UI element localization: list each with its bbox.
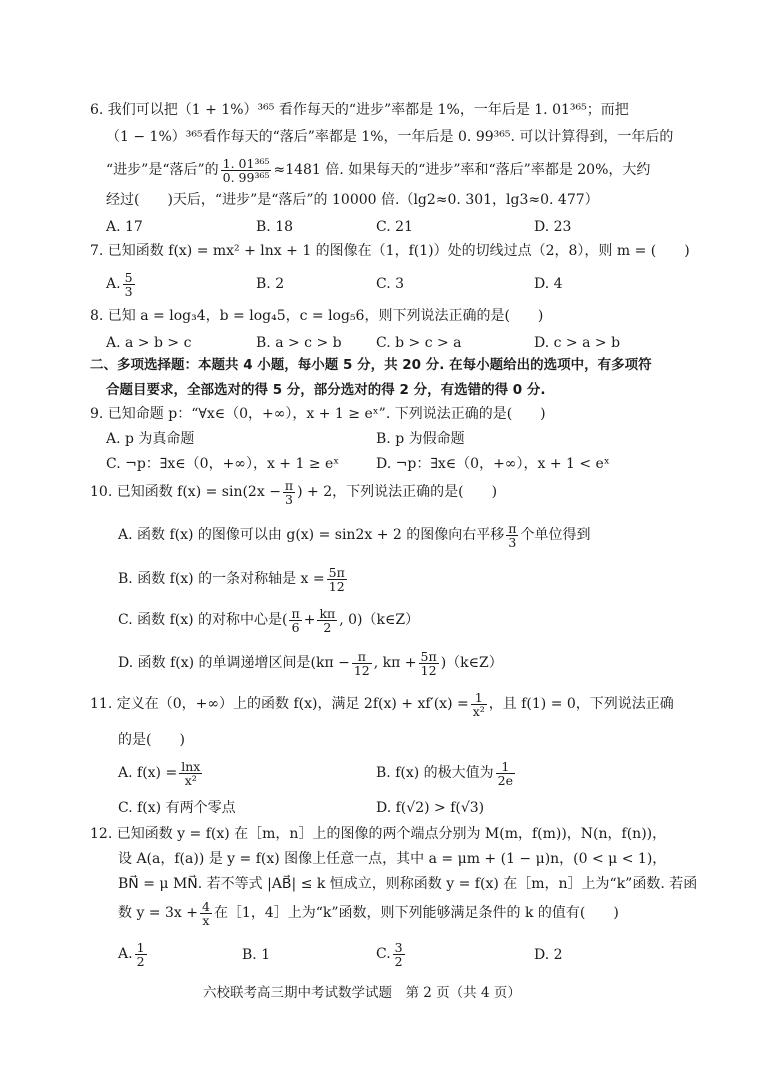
q10-d-post: )（k∈Z） [440, 655, 503, 671]
section-2-heading-line-2: 合题目要求，全部选对的得 5 分，部分选对的得 2 分，有选错的得 0 分. [106, 382, 546, 398]
q10-a-pre: A. 函数 f(x) 的图像可以由 g(x) = sin2x + 2 的图像向右平移 [118, 527, 505, 543]
q10-c-fraction-1 [289, 607, 301, 634]
q10-stem-post: ) + 2，下列说法正确的是( ) [297, 484, 498, 500]
q12-l4-post: 在［1，4］上为“k”函数，则下列能够满足条件的 k 的值有( ) [213, 905, 619, 921]
q10-d-pre: D. 函数 f(x) 的单调递增区间是(kπ − [118, 655, 350, 671]
q11-a-den: x² [184, 772, 197, 788]
q9-option-d: D. ¬p：∃x∈（0，+∞），x + 1 < eˣ [376, 456, 610, 472]
q6-fraction-num: 1. 01³⁶⁵ [222, 155, 270, 171]
q10-d-num-1: π [352, 650, 372, 664]
q10-b-pre: B. 函数 f(x) 的一条对称轴是 x = [118, 571, 325, 587]
q11-a-num: lnx [181, 758, 201, 774]
q7-option-a-label: A. [106, 276, 121, 292]
q12-a-den: 2 [136, 953, 145, 969]
q9-option-b: B. p 为假命题 [376, 431, 465, 447]
q6-line-3-post: ≈1481 倍. 如果每天的“进步”率和“落后”率都是 20%，大约 [273, 162, 651, 178]
q10-d-den-2: 12 [420, 662, 437, 678]
q12-c-fraction [393, 941, 405, 968]
q10-stem-num: π [284, 477, 294, 493]
q12-c-num: 3 [394, 939, 403, 955]
q10-b-den: 12 [328, 578, 345, 594]
q12-option-a [118, 938, 149, 970]
q10-option-c [118, 604, 419, 636]
q12-l4-pre: 数 y = 3x + [118, 905, 198, 921]
q10-c-num-1: π [291, 605, 300, 621]
q10-d-fraction-2 [419, 650, 439, 677]
q6-line-4: 经过( )天后，“进步”是“落后”的 10000 倍.（lg2≈0. 301，lg3≈0. 477） [106, 192, 599, 208]
q12-l4-den: x [202, 912, 210, 928]
q11-b-fraction [496, 760, 515, 787]
q8-option-d: D. c > a > b [534, 335, 621, 351]
q10-b-fraction [327, 566, 347, 593]
q12-option-c [376, 938, 407, 970]
q6-line-3 [106, 155, 650, 185]
q7-option-d: D. 4 [534, 276, 563, 292]
q12-c-den: 2 [394, 953, 403, 969]
q7-a-num: 5 [124, 269, 133, 285]
q12-option-b: B. 1 [242, 947, 271, 963]
q11-stem-pre: 11. 定义在（0，+∞）上的函数 f(x)，满足 2f(x) + xf′(x) = [90, 696, 469, 712]
q8-option-a: A. a > b > c [106, 335, 192, 351]
q9-option-c: C. ¬p：∃x∈（0，+∞），x + 1 ≥ eˣ [106, 456, 340, 472]
q7-option-a-fraction [123, 271, 135, 298]
q10-b-num: 5π [328, 564, 345, 580]
q11-stem-line-2: 的是( ) [118, 732, 185, 748]
q12-line-1: 12. 已知函数 y = f(x) 在［m，n］上的图像的两个端点分别为 M(m，f(m))，N(n，f(n))， [90, 826, 667, 842]
q11-option-d: D. f(√2) > f(√3) [376, 800, 485, 816]
q10-d-den-1: 12 [353, 662, 370, 678]
q10-c-fraction-2 [317, 607, 337, 634]
q10-a-num: π [508, 520, 517, 536]
q12-c-label: C. [376, 946, 391, 962]
q10-option-b [118, 563, 349, 595]
q10-stem-fraction [283, 479, 295, 506]
q8-option-c: C. b > c > a [376, 335, 462, 351]
q6-option-a: A. 17 [106, 219, 143, 235]
q10-c-mid: + [303, 612, 316, 628]
q10-c-num-2: kπ [319, 605, 336, 621]
q12-line-4 [118, 897, 619, 929]
q10-c-den-2: 2 [323, 619, 332, 635]
q7-option-b: B. 2 [256, 276, 285, 292]
page-footer: 六校联考高三期中考试数学试题 第 2 页（共 4 页） [203, 985, 521, 1001]
q11-stem-num: 1 [471, 691, 487, 705]
q11-a-fraction [179, 760, 202, 787]
q7-stem: 7. 已知函数 f(x) = mx² + lnx + 1 的图像在（1，f(1)）处的切线过点（2，8），则 m = ( ) [90, 243, 690, 259]
q6-fraction [221, 157, 272, 184]
q12-l4-fraction [200, 900, 212, 927]
q6-option-c: C. 21 [376, 219, 413, 235]
q11-option-c: C. f(x) 有两个零点 [118, 800, 236, 816]
q11-b-pre: B. f(x) 的极大值为 [376, 765, 494, 781]
q12-line-2: 设 A(a，f(a)) 是 y = f(x) 图像上任意一点，其中 a = μm + (1 − μ)n，(0 < μ < 1)， [118, 851, 667, 867]
q6-line-2: （1 − 1%）³⁶⁵看作每天的“落后”率都是 1%，一年后是 0. 99³⁶⁵. 可以计算得到，一年后的 [106, 129, 674, 145]
q11-option-b [376, 757, 517, 789]
q10-d-fraction-1 [352, 650, 372, 677]
q10-option-a [118, 519, 590, 551]
q10-d-num-2: 5π [420, 648, 437, 664]
q11-b-num: 1 [496, 760, 515, 774]
q10-a-fraction [506, 522, 518, 549]
q11-stem-den: x² [472, 703, 485, 719]
q10-c-post: , 0)（k∈Z） [339, 612, 420, 628]
q6-fraction-den: 0. 99³⁶⁵ [222, 169, 270, 185]
q10-a-post: 个单位得到 [520, 527, 591, 543]
q10-stem-den: 3 [285, 491, 293, 507]
q6-line-3-pre: “进步”是“落后”的 [106, 162, 219, 178]
q10-stem-pre: 10. 已知函数 f(x) = sin(2x − [90, 484, 281, 500]
q6-option-b: B. 18 [256, 219, 294, 235]
q12-l4-num: 4 [201, 898, 210, 914]
q12-line-3: BN⃗ = μ MN⃗. 若不等式 |AB⃗| ≤ k 恒成立，则称函数 y = f(x) 在［m，n］上为“k”函数. 若函 [118, 876, 698, 892]
q10-c-pre: C. 函数 f(x) 的对称中心是( [118, 612, 288, 628]
q11-option-a [118, 757, 204, 789]
q11-stem-post: ，且 f(1) = 0，下列说法正确 [488, 696, 674, 712]
q12-a-label: A. [118, 946, 133, 962]
q11-stem [90, 688, 674, 720]
q11-stem-fraction [471, 691, 487, 718]
q10-option-d [118, 647, 503, 679]
q12-a-num: 1 [136, 939, 145, 955]
q10-stem [90, 476, 497, 508]
q9-stem: 9. 已知命题 p：“∀x∈（0，+∞），x + 1 ≥ eˣ”. 下列说法正确的是( ) [90, 406, 546, 422]
q7-option-c: C. 3 [376, 276, 405, 292]
q7-option-a [106, 268, 137, 300]
q8-stem: 8. 已知 a = log₃4，b = log₄5，c = log₅6，则下列说法正确的是( ) [90, 308, 544, 324]
q10-a-den: 3 [508, 534, 517, 550]
q10-d-mid: , kπ + [373, 655, 417, 671]
q11-a-pre: A. f(x) = [118, 765, 178, 781]
q12-option-d: D. 2 [534, 947, 563, 963]
q10-c-den-1: 6 [291, 619, 300, 635]
q6-option-d: D. 23 [534, 219, 572, 235]
q12-a-fraction [135, 941, 147, 968]
q6-line-1: 6. 我们可以把（1 + 1%）³⁶⁵ 看作每天的“进步”率都是 1%，一年后是 1. 01³⁶⁵；而把 [90, 102, 629, 118]
q9-option-a: A. p 为真命题 [106, 431, 195, 447]
q7-a-den: 3 [124, 283, 133, 299]
section-2-heading-line-1: 二、多项选择题：本题共 4 小题，每小题 5 分，共 20 分. 在每小题给出的选项中，有多项符 [90, 357, 652, 373]
q11-b-den: 2e [497, 772, 513, 788]
q8-option-b: B. a > c > b [256, 335, 342, 351]
